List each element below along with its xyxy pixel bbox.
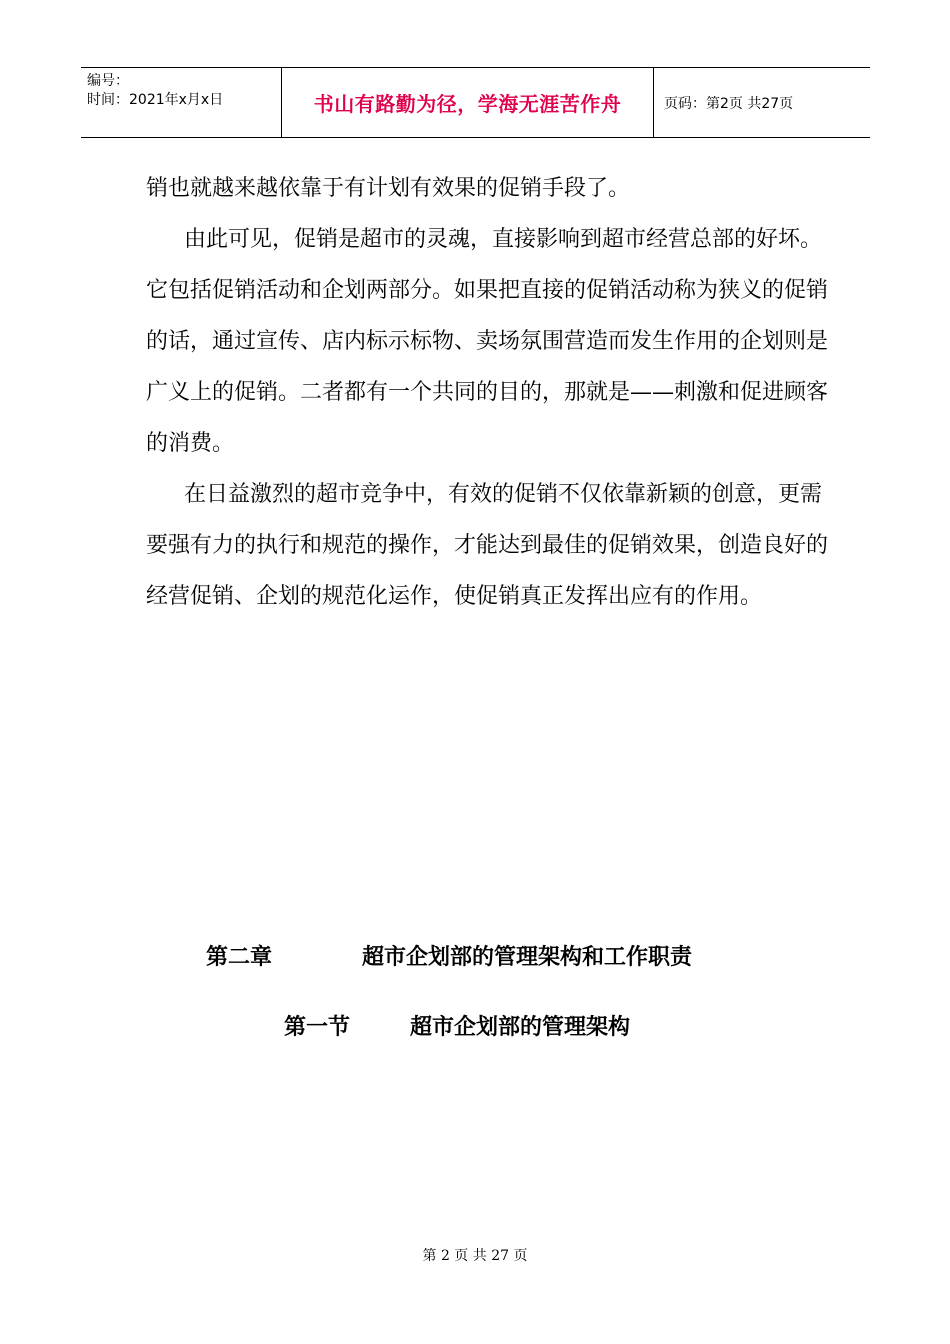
header-meta: [81, 68, 281, 137]
page-header: [81, 67, 870, 138]
header-page-info: 页码：第2页 共27页: [664, 95, 794, 112]
chapter-title: 超市企划部的管理架构和工作职责: [362, 945, 693, 970]
section-title: 超市企划部的管理架构: [410, 1015, 631, 1040]
paragraph: 销也就越来越依靠于有计划有效果的促销手段了。: [146, 176, 631, 201]
paragraph: 由此可见，促销是超市的灵魂，直接影响到超市经营总部的好坏。它包括促销活动和企划两部分。如果把直接的促销活动称为狭义的促销的话，通过宣传、店内标示标物、卖场氛围营造而发生作用的企划则是广义上的促销。二者都有一个共同的目的，那就是——刺激和促进顾客的消费。: [146, 227, 829, 456]
page-footer: 第 2 页 共 27 页: [422, 1248, 528, 1264]
document-number-label: 编号：: [87, 73, 129, 89]
paragraph: 在日益激烈的超市竞争中，有效的促销不仅依靠新颖的创意，更需要强有力的执行和规范的操作，才能达到最佳的促销效果，创造良好的经营促销、企划的规范化运作，使促销真正发挥出应有的作用。: [146, 482, 829, 609]
header-motto: 书山有路勤为径，学海无涯苦作舟: [281, 68, 654, 137]
document-time-label: 时间：2021年x月x日: [87, 92, 224, 108]
body-text: [146, 163, 836, 622]
section-label: 第一节: [284, 1015, 351, 1040]
chapter-label: 第二章: [206, 945, 273, 970]
